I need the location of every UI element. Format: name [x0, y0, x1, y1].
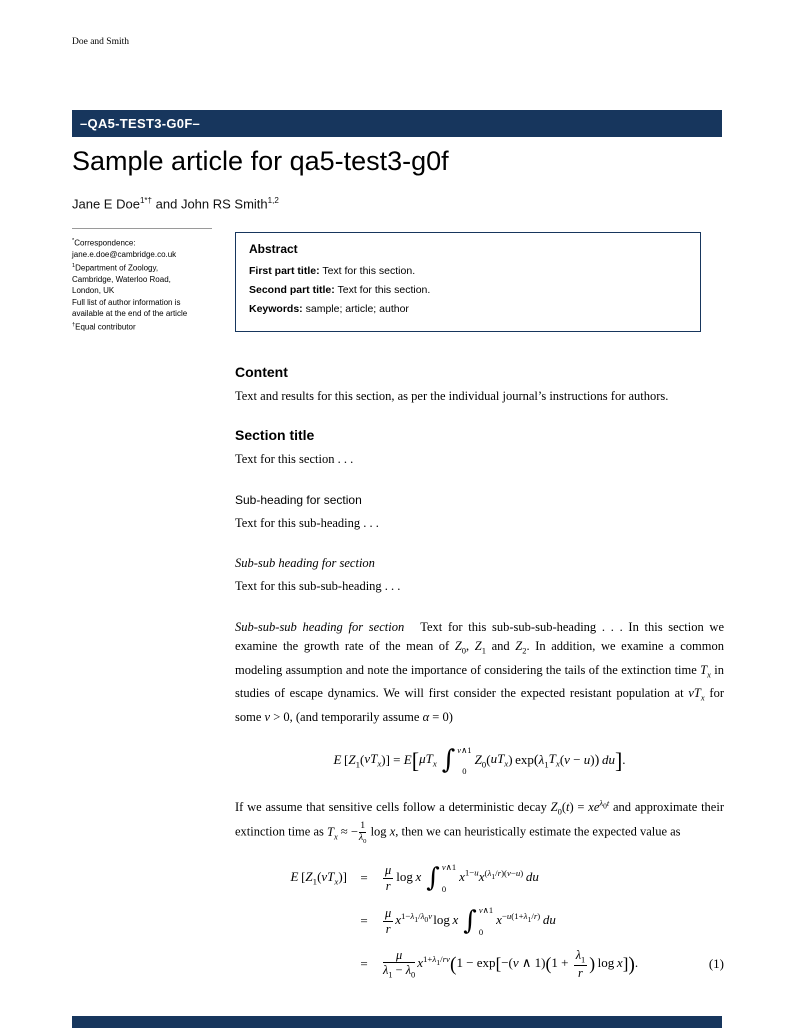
equation-rhs: $\frac{\mu}{r}$ $x^{1-\lambda_1/\lambda_0v}$ log x ∫ v∧1 0 $x^{-u(1+\lambda_1/r)}$ du [385, 905, 556, 937]
equation-relation: = [360, 956, 368, 972]
running-head: Doe and Smith [72, 37, 129, 47]
affiliation-line-1: $^1$Department of Zoology, [72, 262, 159, 273]
section-paragraph: Text for this section . . . [235, 452, 354, 466]
decay-paragraph: If we assume that sensitive cells follow a deterministic decay $Z_0(t) = xe^{\lambda_0t}$ and approximate their extinction time as $T_x$ ≈ − $\frac{1}{\lambda_0}$ log x, then we can heuristically estimate the expected value as [235, 797, 724, 845]
correspondence-email: jane.e.doe@cambridge.co.uk [72, 250, 177, 260]
equation-rhs: $\frac{\mu}{\lambda_1 - \lambda_0}$ $x^{1+\lambda_1/rv}(1 - \exp[-(v$ ∧ 1)(1 + $\frac{\lambda_1}{r}$ ) log x]). [383, 948, 639, 981]
abstract-first-part [249, 264, 687, 278]
abstract-second-part-label: Second part title: [249, 284, 335, 296]
abstract-keywords-label: Keywords: [249, 303, 303, 315]
authors-line: Jane E Doe$^{1*\dagger}$ and John RS Smith$^{1,2}$ [72, 196, 279, 212]
abstract-keywords-text: sample; article; author [305, 303, 409, 315]
abstract-first-part-label: First part title: [249, 265, 320, 277]
equation-relation: = [360, 913, 368, 928]
abstract-keywords [249, 302, 687, 316]
equation-relation: = [360, 870, 368, 885]
equal-contributor-note: †Equal contributor [72, 321, 136, 332]
section-title-heading: Section title [235, 427, 315, 443]
sidebar-divider [72, 228, 212, 229]
author-info-note-1: Full list of author information is [72, 297, 181, 307]
author-info-note-2: available at the end of the article [72, 309, 188, 319]
equation-row [235, 905, 724, 937]
subsubsub-text: Text for this sub-sub-sub-heading . . . In this section we examine the growth rate of the mean of $Z_0$, $Z_1$ and $Z_2$. In addition, we examine a common modeling assumption and note the importance of considering the tails of the extinction time $T_x$ in studies of escape dynamics. We will first consider the expected resistant population at $vT_x$ for some v > 0, (and temporarily assume α = 0) [235, 620, 725, 724]
subsub-paragraph: Text for this sub-sub-heading . . . [235, 579, 401, 593]
article-body [235, 358, 724, 991]
sub-heading: Sub-heading for section [235, 493, 362, 507]
abstract-box [235, 232, 701, 332]
equation-lhs: E $[Z_1(vT_x)]$ [290, 869, 347, 887]
equation-rhs: $\frac{\mu}{r}$ log x ∫ v∧1 0 $x^{1-u}x^{(\lambda_1/r)(v-u)}$ du [385, 862, 539, 894]
subsubsub-paragraph [235, 618, 724, 727]
affiliation-line-2: Cambridge, Waterloo Road, [72, 274, 171, 284]
equation-row [235, 862, 724, 894]
subsub-heading: Sub-sub heading for section [235, 556, 375, 570]
equation-row [235, 948, 724, 980]
abstract-heading: Abstract [249, 242, 298, 256]
subsubsub-heading: Sub-sub-sub heading for section [235, 620, 405, 634]
equation-array [235, 862, 724, 980]
sub-paragraph: Text for this sub-heading . . . [235, 516, 379, 530]
abstract-second-part [249, 283, 687, 297]
author-info-sidebar [72, 228, 222, 333]
journal-banner [72, 110, 722, 137]
footer-bar [72, 1016, 722, 1028]
correspondence-label: *Correspondence: [72, 238, 136, 248]
content-heading: Content [235, 364, 288, 380]
content-paragraph: Text and results for this section, as per the individual journal’s instructions for authors. [235, 389, 669, 403]
affiliation-line-3: London, UK [72, 286, 115, 296]
article-title: Sample article for qa5-test3-g0f [72, 146, 449, 176]
display-equation: E $[Z_1(vT_x)] = E[\mu T_x$ ∫ v∧1 0 $Z_0(uT_x) \exp(\lambda_1T_x(v - u))$ du]. [333, 744, 626, 776]
banner-label: –QA5-TEST3-G0F– [80, 116, 201, 131]
equation-number: (1) [708, 956, 724, 972]
abstract-second-part-text: Text for this section. [337, 284, 431, 296]
abstract-first-part-text: Text for this section. [322, 265, 416, 277]
